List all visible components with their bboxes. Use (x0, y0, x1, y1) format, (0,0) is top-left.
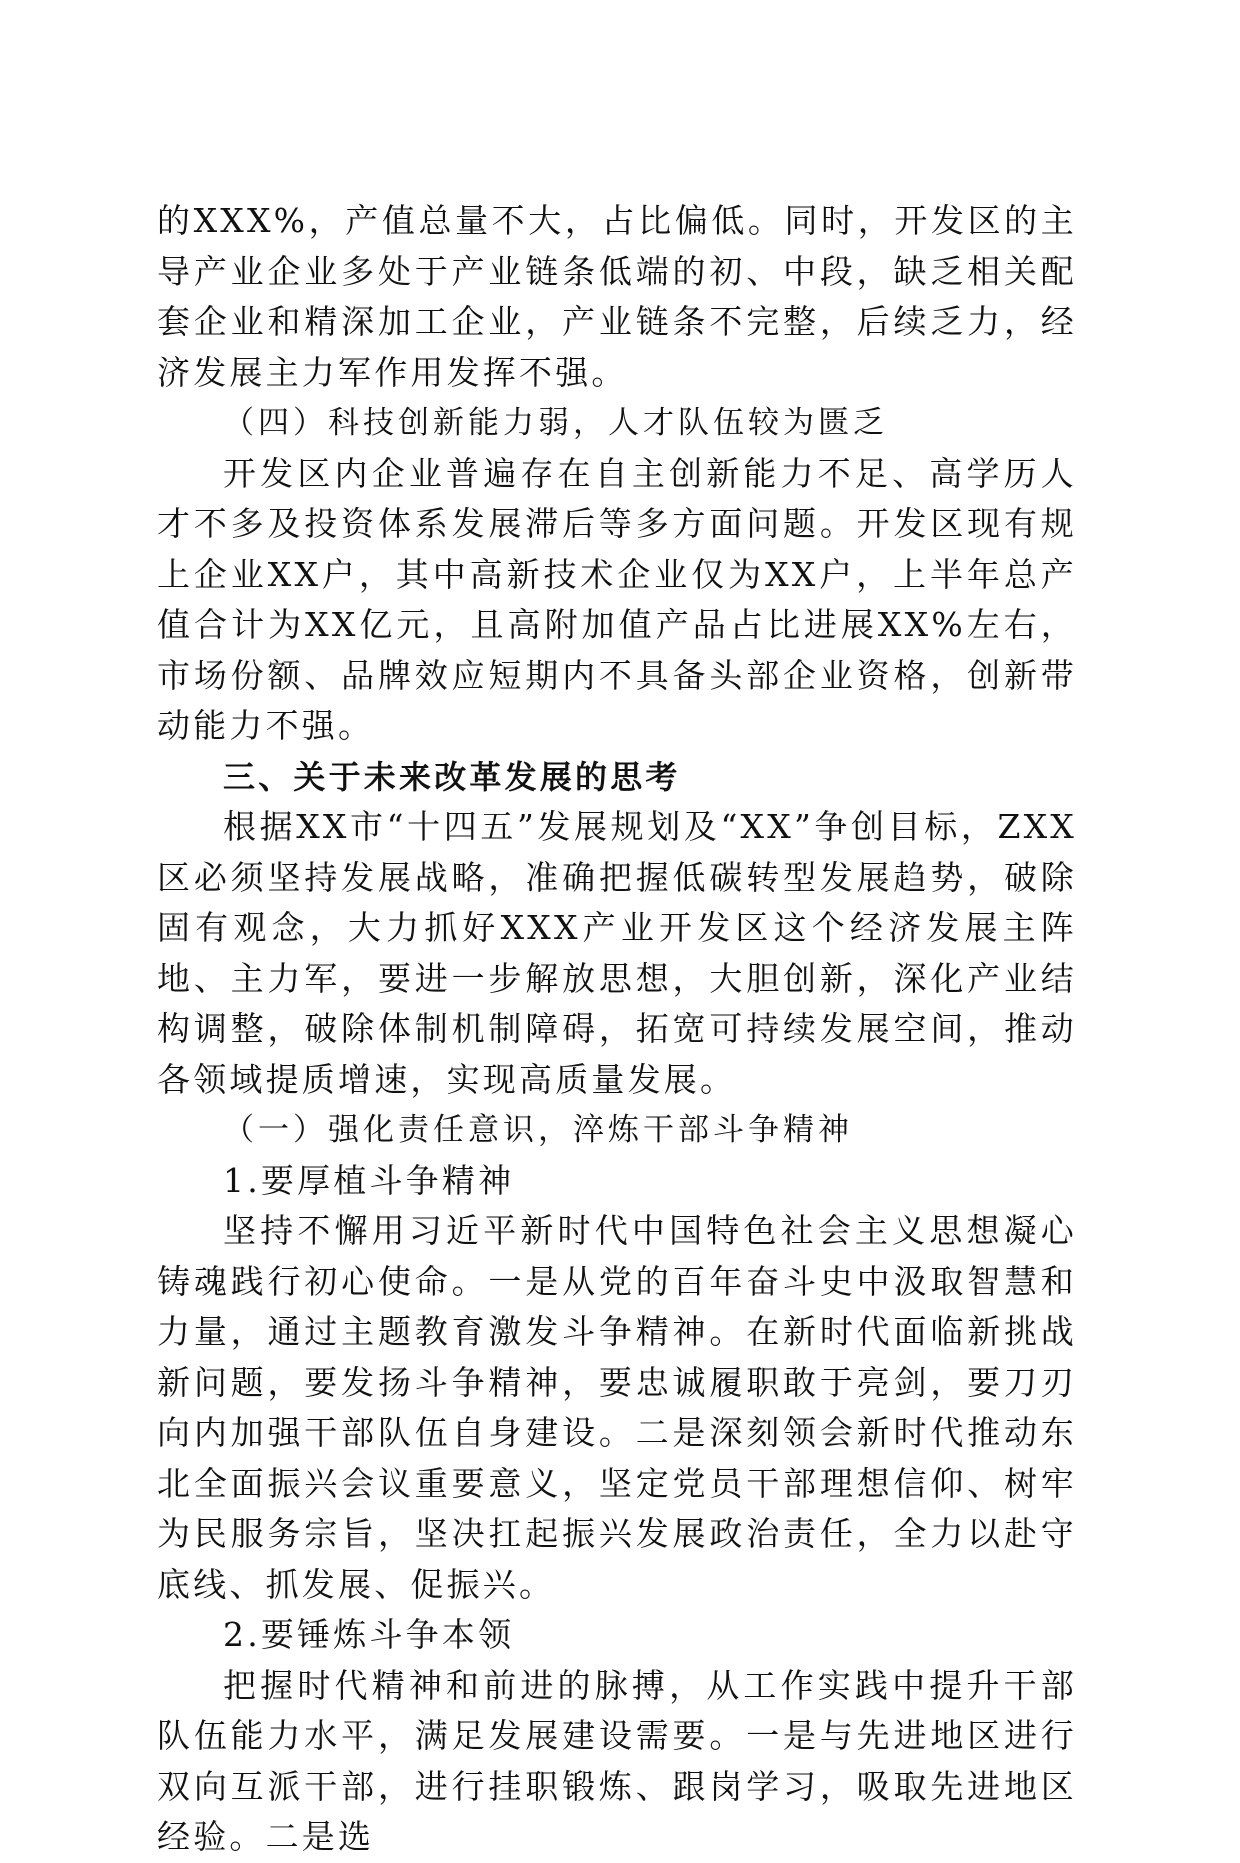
item-heading-fighting-skills: 2.要锤炼斗争本领 (223, 1615, 515, 1654)
paragraph-innovation: 开发区内企业普遍存在自主创新能力不足、高学历人才不多及投资体系发展滞后等多方面问题。开发区现有规上企业XX户，其中高新技术企业仅为XX户，上半年总产值合计为XX亿元，且高附加值产品占比进展XX%左右，市场份额、品牌效应短期内不具备头部企业资格，创新带动能力不强。 (157, 453, 1077, 745)
subheading-responsibility: （一）强化责任意识，淬炼干部斗争精神 (223, 1112, 853, 1148)
paragraph-development-plan: 根据XX市“十四五”发展规划及“XX”争创目标，ZXX区必须坚持发展战略，准确把握低碳转型发展趋势，破除固有观念，大力抓好XXX产业开发区这个经济发展主阵地、主力军，要进一步解放思想，大胆创新，深化产业结构调整，破除体制机制障碍，拓宽可持续发展空间，推动各领域提质增速，实现高质量发展。 (157, 807, 1077, 1099)
subheading-innovation: （四）科技创新能力弱，人才队伍较为匮乏 (223, 405, 888, 441)
paragraph-industry-chain: 的XXX%，产值总量不大，占比偏低。同时，开发区的主导产业企业多处于产业链条低端的初、中段，缺乏相关配套企业和精深加工企业，产业链条不完整，后续乏力，经济发展主力军作用发挥不强。 (157, 201, 1077, 392)
item-heading-fighting-spirit: 1.要厚植斗争精神 (223, 1160, 515, 1200)
document-body (157, 196, 1077, 1863)
paragraph-fighting-skills: 把握时代精神和前进的脉搏，从工作实践中提升干部队伍能力水平，满足发展建设需要。一是与先进地区进行双向互派干部，进行挂职锻炼、跟岗学习，吸取先进地区经验。二是选 (157, 1665, 1077, 1856)
paragraph-fighting-spirit: 坚持不懈用习近平新时代中国特色社会主义思想凝心铸魂践行初心使命。一是从党的百年奋斗史中汲取智慧和力量，通过主题教育激发斗争精神。在新时代面临新挑战新问题，要发扬斗争精神，要忠诚履职敢于亮剑，要刀刃向内加强干部队伍自身建设。二是深刻领会新时代推动东北全面振兴会议重要意义，坚定党员干部理想信仰、树牢为民服务宗旨，坚决扛起振兴发展政治责任，全力以赴守底线、抓发展、促振兴。 (157, 1211, 1077, 1604)
section-heading-future-reform: 三、关于未来改革发展的思考 (223, 757, 681, 796)
